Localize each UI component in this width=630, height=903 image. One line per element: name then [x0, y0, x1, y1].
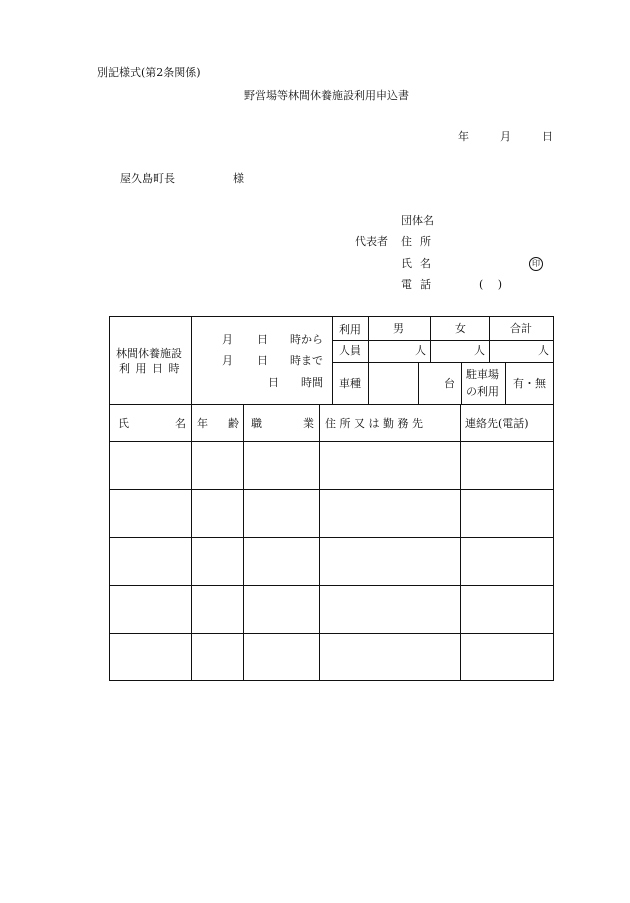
honorific: 様 — [233, 172, 244, 185]
grid-line — [110, 537, 554, 538]
total-count-field[interactable]: 人 — [538, 344, 549, 357]
facility-label: 林間休養施設 — [116, 347, 182, 360]
grid-line — [368, 317, 369, 362]
grid-line — [319, 404, 320, 681]
grid-line — [368, 362, 369, 404]
header-name-1: 氏 — [118, 417, 129, 430]
users-count-label: 人員 — [339, 344, 361, 357]
grid-line — [332, 317, 333, 404]
grid-line — [430, 317, 431, 362]
header-job-1: 職 — [251, 417, 262, 430]
total-header: 合計 — [510, 322, 532, 335]
grid-line — [332, 340, 554, 341]
grid-line — [505, 362, 506, 404]
to-month-field[interactable]: 月 — [222, 354, 233, 367]
vehicle-type-label: 車種 — [339, 377, 361, 390]
usage-form-table — [109, 316, 554, 681]
phone-area-code-field[interactable]: ( ) — [479, 278, 503, 291]
header-age-2: 齢 — [228, 417, 239, 430]
grid-line — [332, 362, 554, 363]
grid-line — [460, 404, 461, 681]
representative-label: 代表者 — [355, 235, 388, 248]
grid-line — [243, 404, 244, 681]
grid-line — [110, 633, 554, 634]
from-time-field[interactable]: 時から — [290, 333, 323, 346]
to-day-field[interactable]: 日 — [257, 354, 268, 367]
header-job-2: 業 — [303, 417, 314, 430]
grid-line — [110, 404, 554, 405]
grid-line — [461, 362, 462, 404]
header-contact: 連絡先(電話) — [465, 417, 529, 430]
header-name-2: 名 — [175, 417, 186, 430]
to-time-field[interactable]: 時まで — [290, 354, 323, 367]
grid-line — [489, 317, 490, 362]
facility-datetime-label: 利 用 日 時 — [119, 362, 181, 375]
female-count-field[interactable]: 人 — [474, 344, 485, 357]
date-month: 月 — [500, 130, 511, 143]
seal-mark: 印 — [529, 257, 543, 271]
form-reference: 別記様式(第2条関係) — [97, 66, 201, 79]
grid-line — [418, 362, 419, 404]
name-label: 氏名 — [401, 257, 439, 270]
male-header: 男 — [393, 322, 404, 335]
phone-label: 電話 — [401, 278, 439, 291]
header-age-1: 年 — [197, 417, 208, 430]
grid-line — [191, 404, 192, 681]
duration-hours-field[interactable]: 時間 — [301, 376, 323, 389]
parking-choice-field[interactable]: 有・無 — [513, 377, 546, 390]
female-header: 女 — [455, 322, 466, 335]
address-label: 住所 — [401, 235, 439, 248]
grid-line — [110, 585, 554, 586]
date-day: 日 — [542, 130, 553, 143]
recipient — [120, 173, 244, 184]
group-name-label: 団体名 — [401, 214, 434, 227]
users-label: 利用 — [339, 323, 361, 336]
vehicle-count-field[interactable]: 台 — [444, 377, 455, 390]
date-line — [458, 131, 553, 142]
grid-line — [191, 317, 192, 404]
from-month-field[interactable]: 月 — [222, 333, 233, 346]
grid-line — [110, 441, 554, 442]
from-day-field[interactable]: 日 — [257, 333, 268, 346]
male-count-field[interactable]: 人 — [415, 344, 426, 357]
date-year: 年 — [458, 130, 469, 143]
duration-day-field[interactable]: 日 — [268, 376, 279, 389]
header-address: 住 所 又 は 勤 務 先 — [325, 417, 423, 430]
form-title: 野営場等林間休養施設利用申込書 — [244, 89, 409, 102]
parking-use-label: の利用 — [466, 385, 499, 398]
grid-line — [110, 489, 554, 490]
parking-label: 駐車場 — [466, 368, 499, 381]
recipient-name: 屋久島町長 — [120, 172, 175, 185]
